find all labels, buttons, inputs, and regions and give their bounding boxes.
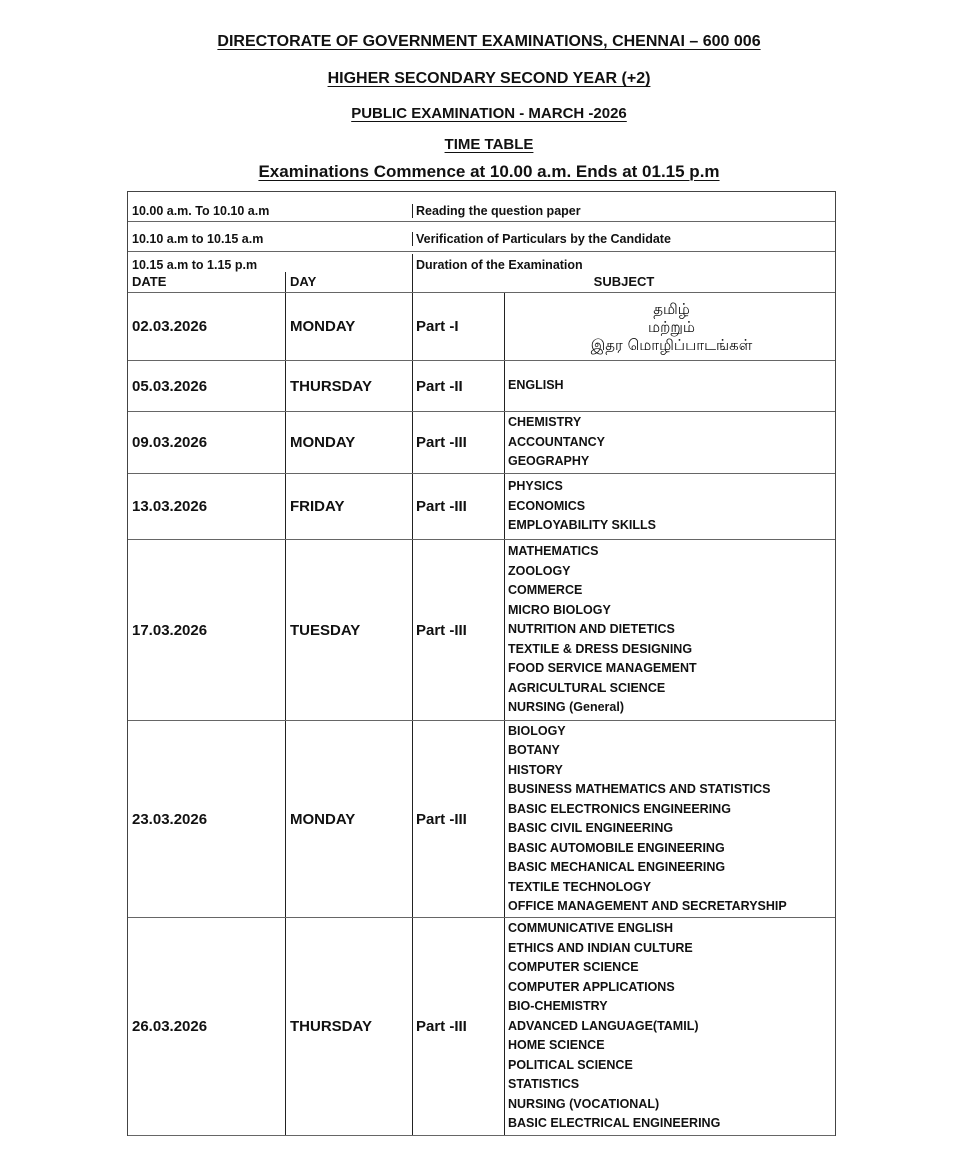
subject-item: BASIC AUTOMOBILE ENGINEERING	[508, 840, 725, 855]
subject-item: இதர மொழிப்பாடங்கள்	[590, 335, 753, 354]
column-header-date: DATE	[128, 272, 286, 292]
exam-date: 17.03.2026	[128, 540, 286, 720]
exam-part: Part -III	[413, 918, 505, 1135]
exam-date: 23.03.2026	[128, 721, 286, 917]
directorate-heading: DIRECTORATE OF GOVERNMENT EXAMINATIONS, CHENNAI – 600 006	[217, 33, 761, 50]
subject-item: NUTRITION AND DIETETICS	[508, 622, 675, 637]
exam-day: MONDAY	[286, 721, 413, 917]
subject-item: GEOGRAPHY	[508, 454, 590, 469]
exam-subjects	[505, 474, 835, 539]
subject-item: BOTANY	[508, 743, 560, 757]
table-header	[128, 272, 835, 293]
exam-date: 13.03.2026	[128, 474, 286, 539]
schedule-time: 10.15 a.m to 1.15 p.m	[128, 254, 413, 272]
timetable	[127, 191, 836, 1136]
subject-item: BIO-CHEMISTRY	[508, 999, 608, 1014]
subject-item: ENGLISH	[508, 378, 564, 393]
exam-part: Part -II	[413, 361, 505, 411]
subject-item: CHEMISTRY	[508, 415, 582, 430]
subject-item: COMMERCE	[508, 583, 583, 598]
subject-item: COMPUTER SCIENCE	[508, 960, 639, 975]
timing-heading: Examinations Commence at 10.00 a.m. Ends at 01.15 p.m	[258, 162, 720, 181]
subject-item: TEXTILE TECHNOLOGY	[508, 879, 652, 894]
subject-item: NURSING (General)	[508, 700, 624, 715]
exam-subjects	[505, 361, 835, 411]
exam-subjects	[505, 721, 835, 917]
subject-item: EMPLOYABILITY SKILLS	[508, 518, 656, 533]
schedule-activity: Verification of Particulars by the Candidate	[416, 231, 671, 246]
schedule-row	[128, 222, 835, 252]
subject-item: COMPUTER APPLICATIONS	[508, 979, 675, 994]
table-row	[128, 293, 835, 361]
exam-part: Part -III	[413, 721, 505, 917]
subject-item: தமிழ்	[653, 299, 690, 318]
subject-item: BASIC CIVIL ENGINEERING	[508, 821, 674, 835]
exam-part: Part -III	[413, 412, 505, 473]
exam-subjects	[505, 918, 835, 1135]
table-row	[128, 721, 835, 918]
column-header-day: DAY	[286, 272, 413, 292]
schedule-row	[128, 192, 835, 222]
subject-item: BUSINESS MATHEMATICS AND STATISTICS	[508, 782, 771, 796]
exam-date: 05.03.2026	[128, 361, 286, 411]
subject-item: ETHICS AND INDIAN CULTURE	[508, 940, 693, 955]
subject-item: OFFICE MANAGEMENT AND SECRETARYSHIP	[508, 899, 787, 913]
subject-item: ZOOLOGY	[508, 563, 571, 578]
table-row	[128, 361, 835, 412]
subject-item: PHYSICS	[508, 479, 563, 494]
table-row	[128, 918, 835, 1136]
subject-item: HOME SCIENCE	[508, 1038, 605, 1053]
subject-item: BIOLOGY	[508, 723, 566, 738]
subject-item: COMMUNICATIVE ENGLISH	[508, 921, 674, 936]
subject-item: மற்றும்	[648, 317, 695, 336]
subject-item: ACCOUNTANCY	[508, 434, 605, 449]
subject-item: BASIC ELECTRONICS ENGINEERING	[508, 801, 731, 816]
exam-subjects	[505, 412, 835, 473]
exam-day: THURSDAY	[286, 918, 413, 1135]
subject-item: ECONOMICS	[508, 498, 586, 513]
subject-item: AGRICULTURAL SCIENCE	[508, 680, 666, 695]
subject-item: STATISTICS	[508, 1077, 580, 1092]
column-header-subject: SUBJECT	[593, 274, 655, 289]
table-row	[128, 540, 835, 721]
exam-day: MONDAY	[286, 293, 413, 360]
schedule-activity: Reading the question paper	[416, 203, 581, 218]
subject-item: FOOD SERVICE MANAGEMENT	[508, 661, 697, 676]
subject-item: MATHEMATICS	[508, 544, 599, 559]
exam-part: Part -III	[413, 540, 505, 720]
exam-day: THURSDAY	[286, 361, 413, 411]
exam-part: Part -III	[413, 474, 505, 539]
subject-item: HISTORY	[508, 762, 563, 777]
subject-item: BASIC ELECTRICAL ENGINEERING	[508, 1116, 721, 1131]
subject-item: POLITICAL SCIENCE	[508, 1057, 633, 1072]
exam-subjects	[505, 293, 835, 360]
subject-item: ADVANCED LANGUAGE(TAMIL)	[508, 1018, 699, 1033]
exam-date: 26.03.2026	[128, 918, 286, 1135]
exam-date: 02.03.2026	[128, 293, 286, 360]
exam-day: MONDAY	[286, 412, 413, 473]
table-row	[128, 474, 835, 540]
exam-day: TUESDAY	[286, 540, 413, 720]
exam-day: FRIDAY	[286, 474, 413, 539]
schedule-time: 10.10 a.m to 10.15 a.m	[128, 232, 413, 246]
subject-item: BASIC MECHANICAL ENGINEERING	[508, 860, 726, 874]
exam-date: 09.03.2026	[128, 412, 286, 473]
schedule-activity: Duration of the Examination	[416, 258, 583, 272]
subject-item: NURSING (VOCATIONAL)	[508, 1096, 660, 1111]
subject-item: MICRO BIOLOGY	[508, 602, 611, 617]
table-row	[128, 412, 835, 474]
course-heading: HIGHER SECONDARY SECOND YEAR (+2)	[327, 70, 651, 87]
doc-title: TIME TABLE	[444, 136, 534, 153]
exam-part: Part -I	[413, 293, 505, 360]
subject-item: TEXTILE & DRESS DESIGNING	[508, 641, 693, 656]
schedule-row	[128, 252, 835, 272]
exam-heading: PUBLIC EXAMINATION - MARCH -2026	[351, 105, 627, 122]
schedule-time: 10.00 a.m. To 10.10 a.m	[128, 204, 413, 218]
exam-subjects	[505, 540, 835, 720]
